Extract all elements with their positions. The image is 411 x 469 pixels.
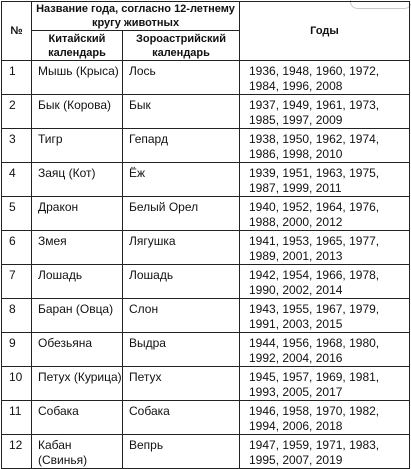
chinese-animal: Лошадь: [32, 265, 123, 299]
chinese-animal: Баран (Овца): [32, 299, 123, 333]
table-row: [2, 435, 410, 469]
years-line-2: 1984, 1996, 2008: [249, 79, 343, 93]
table-row: [2, 95, 410, 129]
row-number: 9: [2, 333, 32, 367]
header-years: Годы: [240, 2, 410, 61]
chinese-animal: Тигр: [32, 129, 123, 163]
years-line-2: 1991, 2003, 2015: [249, 317, 343, 331]
years-line-2: 1986, 1998, 2010: [249, 147, 343, 161]
chinese-animal: Дракон: [32, 197, 123, 231]
table-row: [2, 333, 410, 367]
zoroastrian-animal: Петух: [123, 367, 240, 401]
table-row: [2, 265, 410, 299]
header-year-name-group: Название года, согласно 12-летнему кругу животных: [32, 2, 240, 31]
years-cell: [240, 435, 410, 469]
years-line-1: 1943, 1955, 1967, 1979,: [249, 302, 380, 316]
years-line-2: 1990, 2002, 2014: [249, 283, 343, 297]
years-line-2: 1988, 2000, 2012: [249, 215, 343, 229]
table-row: [2, 197, 410, 231]
header-chinese-calendar: Китайский календарь: [32, 31, 123, 61]
years-line-1: 1940, 1952, 1964, 1976,: [249, 200, 380, 214]
years-cell: [240, 367, 410, 401]
years-line-1: 1938, 1950, 1962, 1974,: [249, 132, 380, 146]
years-line-2: 1995, 2007, 2019: [249, 453, 343, 467]
years-cell: [240, 95, 410, 129]
row-number: 8: [2, 299, 32, 333]
chinese-animal: Змея: [32, 231, 123, 265]
years-line-2: 1994, 2006, 2018: [249, 419, 343, 433]
row-number: 3: [2, 129, 32, 163]
zoroastrian-animal: Лягушка: [123, 231, 240, 265]
zoroastrian-animal: Вепрь: [123, 435, 240, 469]
years-line-1: 1936, 1948, 1960, 1972,: [249, 64, 380, 78]
zoroastrian-animal: Собака: [123, 401, 240, 435]
years-cell: [240, 129, 410, 163]
header-zoroastrian-calendar: Зороастрийский календарь: [123, 31, 240, 61]
years-line-1: 1939, 1951, 1963, 1975,: [249, 166, 380, 180]
table-row: [2, 299, 410, 333]
years-cell: [240, 401, 410, 435]
years-cell: [240, 299, 410, 333]
row-number: 11: [2, 401, 32, 435]
table-row: [2, 231, 410, 265]
table-row: [2, 129, 410, 163]
years-line-2: 1992, 2004, 2016: [249, 351, 343, 365]
table-row: [2, 163, 410, 197]
years-cell: [240, 231, 410, 265]
row-number: 12: [2, 435, 32, 469]
years-line-1: 1941, 1953, 1965, 1977,: [249, 234, 380, 248]
row-number: 6: [2, 231, 32, 265]
zoroastrian-animal: Белый Орел: [123, 197, 240, 231]
zoroastrian-animal: Слон: [123, 299, 240, 333]
row-number: 4: [2, 163, 32, 197]
zoroastrian-animal: Ёж: [123, 163, 240, 197]
table-row: [2, 61, 410, 95]
header-number: №: [2, 2, 32, 61]
row-number: 5: [2, 197, 32, 231]
years-line-2: 1987, 1999, 2011: [249, 181, 342, 195]
table-row: [2, 367, 410, 401]
zodiac-years-table: [1, 1, 410, 469]
chinese-animal: Собака: [32, 401, 123, 435]
years-line-2: 1989, 2001, 2013: [249, 249, 343, 263]
years-line-1: 1944, 1956, 1968, 1980,: [249, 336, 380, 350]
row-number: 1: [2, 61, 32, 95]
row-number: 2: [2, 95, 32, 129]
years-cell: [240, 197, 410, 231]
chinese-animal: Бык (Корова): [32, 95, 123, 129]
zoroastrian-animal: Бык: [123, 95, 240, 129]
years-line-1: 1942, 1954, 1966, 1978,: [249, 268, 380, 282]
row-number: 7: [2, 265, 32, 299]
years-line-2: 1985, 1997, 2009: [249, 113, 343, 127]
chinese-animal: Мышь (Крыса): [32, 61, 123, 95]
years-line-1: 1946, 1958, 1970, 1982,: [249, 404, 380, 418]
zoroastrian-animal: Лось: [123, 61, 240, 95]
chinese-animal: Обезьяна: [32, 333, 123, 367]
table-body: [2, 61, 410, 469]
table-row: [2, 401, 410, 435]
chinese-animal: Заяц (Кот): [32, 163, 123, 197]
zoroastrian-animal: Выдра: [123, 333, 240, 367]
years-line-1: 1945, 1957, 1969, 1981,: [249, 370, 380, 384]
row-number: 10: [2, 367, 32, 401]
years-line-1: 1947, 1959, 1971, 1983,: [249, 438, 380, 452]
years-cell: [240, 61, 410, 95]
chinese-animal: Петух (Курица): [32, 367, 123, 401]
zoroastrian-animal: Гепард: [123, 129, 240, 163]
zoroastrian-animal: Лошадь: [123, 265, 240, 299]
years-cell: [240, 265, 410, 299]
years-cell: [240, 163, 410, 197]
years-line-2: 1993, 2005, 2017: [249, 385, 343, 399]
chinese-animal: Кабан (Свинья): [32, 435, 123, 469]
years-cell: [240, 333, 410, 367]
years-line-1: 1937, 1949, 1961, 1973,: [249, 98, 380, 112]
